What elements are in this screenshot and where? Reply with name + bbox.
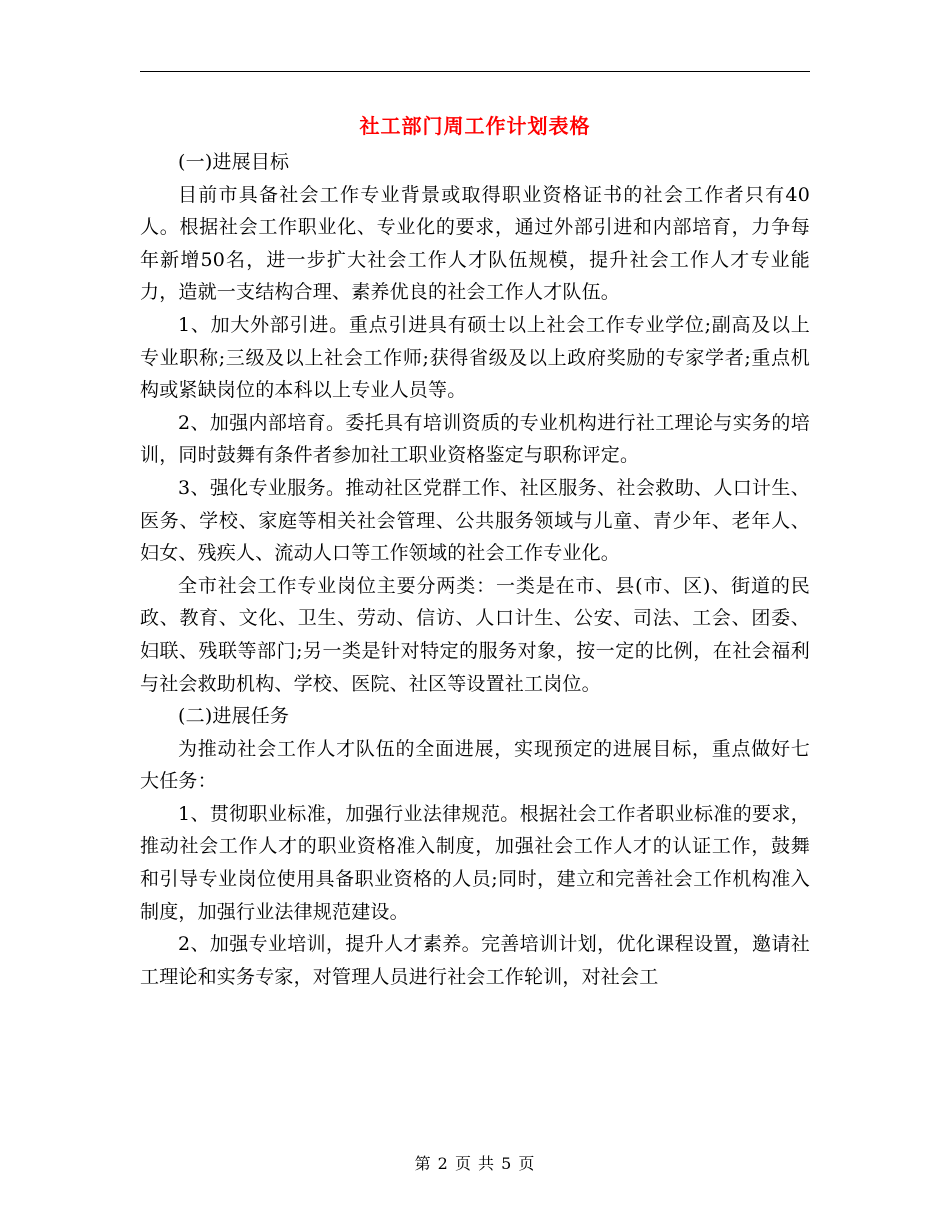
section-heading-goals: (一)进展目标: [178, 151, 290, 173]
paragraph: 全市社会工作专业岗位主要分两类：一类是在市、县(市、区)、街道的民政、教育、文化、卫生、劳动、信访、人口计生、公安、司法、工会、团委、妇联、残联等部门;另一类是针对特定的服务对象，按一定的比例，在社会福利与社会救助机构、学校、医院、社区等设置社工岗位。: [140, 574, 810, 695]
paragraph: 2、加强专业培训，提升人才素养。完善培训计划，优化课程设置，邀请社工理论和实务专家，对管理人员进行社会工作轮训，对社会工: [140, 933, 810, 988]
page-number: 第 2 页 共 5 页: [414, 1154, 536, 1173]
paragraph: 1、贯彻职业标准，加强行业法律规范。根据社会工作者职业标准的要求，推动社会工作人才的职业资格准入制度，加强社会工作人才的认证工作，鼓舞和引导专业岗位使用具备职业资格的人员;同时，建立和完善社会工作机构准入制度，加强行业法律规范建设。: [140, 802, 810, 923]
document-body: [140, 146, 810, 993]
paragraph: 为推动社会工作人才队伍的全面进展，实现预定的进展目标，重点做好七大任务：: [140, 737, 810, 793]
section-heading-tasks: (二)进展任务: [178, 705, 290, 728]
paragraph: 1、加大外部引进。重点引进具有硕士以上社会工作专业学位;副高及以上专业职称;三级及以上社会工作师;获得省级及以上政府奖励的专家学者;重点机构或紧缺岗位的本科以上专业人员等。: [140, 313, 810, 402]
header-rule: [140, 71, 810, 72]
document-title: 社工部门周工作计划表格: [359, 114, 591, 138]
paragraph: 3、强化专业服务。推动社区党群工作、社区服务、社会救助、人口计生、医务、学校、家庭等相关社会管理、公共服务领域与儿童、青少年、老年人、妇女、残疾人、流动人口等工作领域的社会工作专业化。: [140, 476, 810, 565]
paragraph: 目前市具备社会工作专业背景或取得职业资格证书的社会工作者只有40人。根据社会工作职业化、专业化的要求，通过外部引进和内部培育，力争每年新增50名，进一步扩大社会工作人才队伍规模，提升社会工作人才专业能力，造就一支结构合理、素养优良的社会工作人才队伍。: [140, 183, 810, 304]
paragraph: 2、加强内部培育。委托具有培训资质的专业机构进行社工理论与实务的培训，同时鼓舞有条件者参加社工职业资格鉴定与职称评定。: [140, 411, 810, 467]
